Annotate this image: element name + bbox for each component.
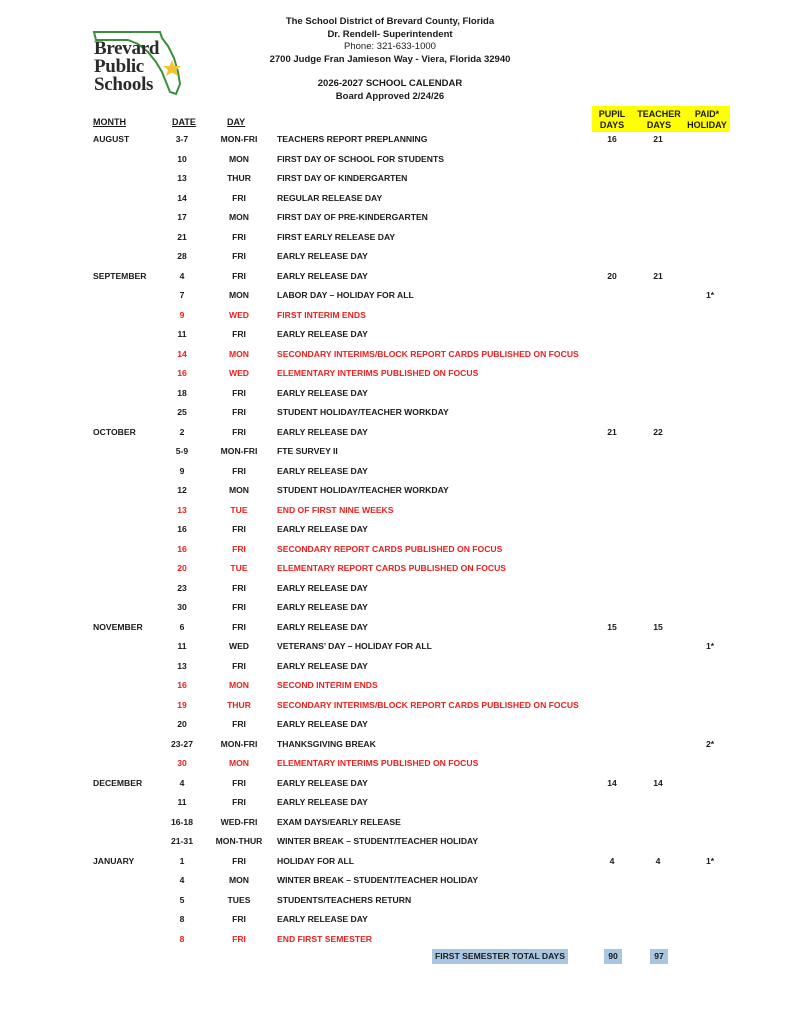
calendar-row (0, 520, 791, 540)
cell-date: 7 (179, 290, 185, 300)
calendar-row (0, 462, 791, 482)
cell-event: LABOR DAY – HOLIDAY FOR ALL (277, 290, 414, 300)
cell-day: MON-FRI (220, 738, 258, 749)
cell-date: 5-9 (175, 446, 189, 456)
calendar-row (0, 657, 791, 677)
cell-date: 16 (177, 680, 187, 690)
cell-date: 11 (177, 797, 187, 807)
cell-date: 21 (177, 231, 187, 242)
cell-paid: 1* (705, 641, 715, 651)
cell-day: FRI (232, 855, 246, 866)
cell-date: 16-18 (171, 816, 193, 827)
calendar-row (0, 637, 791, 657)
cell-day: FRI (232, 524, 246, 534)
address: 2700 Judge Fran Jamieson Way - Viera, Florida 32940 (269, 53, 511, 65)
column-teacher-line1: TEACHER (637, 109, 681, 119)
cell-event: ELEMENTARY REPORT CARDS PUBLISHED ON FOCUS (277, 563, 507, 573)
cell-event: EARLY RELEASE DAY (277, 329, 368, 339)
cell-event: STUDENT HOLIDAY/TEACHER WORKDAY (277, 407, 449, 417)
cell-event: EARLY RELEASE DAY (277, 426, 368, 437)
cell-event: SECONDARY REPORT CARDS PUBLISHED ON FOCUS (277, 543, 503, 554)
calendar-row (0, 540, 791, 560)
column-pupil-line2: DAYS (599, 120, 625, 130)
cell-date: 10 (177, 153, 187, 164)
column-teacher-line2: DAYS (646, 120, 672, 130)
cell-date: 16 (177, 524, 187, 534)
cell-day: FRI (232, 914, 246, 924)
calendar-row (0, 676, 791, 696)
cell-event: HOLIDAY FOR ALL (277, 855, 355, 866)
calendar-row (0, 247, 791, 267)
column-teacher-days (636, 109, 682, 131)
logo-text-schools: Schools (94, 74, 154, 95)
cell-event: EARLY RELEASE DAY (277, 582, 368, 593)
phone: Phone: 321-633-1000 (344, 41, 436, 52)
cell-event: EARLY RELEASE DAY (277, 465, 368, 476)
cell-month: DECEMBER (93, 777, 143, 788)
cell-date: 17 (177, 212, 187, 222)
cell-date: 20 (177, 719, 187, 729)
calendar-row (0, 189, 791, 209)
semester-total-label: FIRST SEMESTER TOTAL DAYS (432, 949, 568, 964)
cell-day: WED (228, 641, 250, 651)
cell-pupil: 21 (607, 426, 617, 437)
cell-pupil: 15 (607, 621, 617, 632)
cell-date: 14 (177, 348, 187, 359)
cell-day: TUES (227, 894, 251, 905)
cell-event: FTE SURVEY II (277, 446, 338, 456)
cell-event: STUDENT HOLIDAY/TEACHER WORKDAY (277, 485, 449, 495)
approval-date: Board Approved 2/24/26 (335, 90, 445, 102)
cell-day: FRI (232, 933, 246, 944)
cell-event: FIRST EARLY RELEASE DAY (277, 231, 396, 242)
cell-day: MON-THUR (215, 836, 263, 846)
calendar-row (0, 423, 791, 443)
cell-event: EARLY RELEASE DAY (277, 777, 368, 788)
cell-day: FRI (232, 582, 246, 593)
cell-day: MON (228, 153, 250, 164)
cell-event: EXAM DAYS/EARLY RELEASE (277, 816, 401, 827)
cell-date: 20 (177, 563, 187, 573)
cell-day: MON (228, 758, 250, 768)
calendar-row (0, 813, 791, 833)
cell-paid: 1* (705, 855, 715, 866)
cell-date: 23-27 (171, 738, 193, 749)
cell-event: EARLY RELEASE DAY (277, 621, 368, 632)
calendar-row (0, 306, 791, 326)
cell-event: FIRST INTERIM ENDS (277, 309, 366, 320)
semester-total-teacher: 97 (650, 949, 668, 964)
cell-day: FRI (232, 407, 246, 417)
cell-event: SECOND INTERIM ENDS (277, 680, 378, 690)
cell-event: ELEMENTARY INTERIMS PUBLISHED ON FOCUS (277, 758, 479, 768)
calendar-row (0, 696, 791, 716)
calendar-row (0, 286, 791, 306)
cell-event: SECONDARY INTERIMS/BLOCK REPORT CARDS PUBLISHED ON FOCUS (277, 348, 579, 359)
cell-day: FRI (232, 543, 246, 554)
cell-event: EARLY RELEASE DAY (277, 719, 368, 729)
district-header (230, 16, 550, 66)
cell-date: 2 (179, 426, 185, 437)
cell-day: TUE (230, 504, 248, 515)
calendar-row (0, 598, 791, 618)
cell-day: FRI (232, 797, 246, 807)
cell-date: 6 (179, 621, 185, 632)
cell-day: MON (228, 212, 250, 222)
district-name: The School District of Brevard County, Florida (285, 16, 495, 27)
column-pupil-line1: PUPIL (598, 109, 626, 119)
cell-date: 16 (177, 543, 187, 554)
cell-event: WINTER BREAK – STUDENT/TEACHER HOLIDAY (277, 836, 479, 846)
calendar-row (0, 930, 791, 950)
calendar-row (0, 501, 791, 521)
cell-day: MON (228, 290, 250, 300)
cell-event: EARLY RELEASE DAY (277, 251, 368, 261)
cell-date: 13 (177, 660, 187, 671)
cell-day: FRI (232, 387, 246, 398)
district-logo (88, 28, 188, 98)
calendar-row (0, 715, 791, 735)
calendar-row (0, 832, 791, 852)
calendar-row (0, 267, 791, 287)
calendar-row (0, 754, 791, 774)
calendar-row (0, 442, 791, 462)
column-month: MONTH (93, 117, 126, 127)
cell-event: TEACHERS REPORT PREPLANNING (277, 134, 428, 144)
cell-teacher: 14 (653, 777, 663, 788)
cell-date: 8 (179, 914, 185, 924)
cell-event: STUDENTS/TEACHERS RETURN (277, 894, 412, 905)
calendar-row (0, 559, 791, 579)
calendar-row (0, 364, 791, 384)
cell-date: 23 (177, 582, 187, 593)
calendar-row (0, 774, 791, 794)
cell-day: MON (228, 485, 250, 495)
cell-month: JANUARY (93, 855, 135, 866)
cell-date: 25 (177, 407, 187, 417)
cell-date: 13 (177, 504, 187, 515)
cell-date: 4 (179, 875, 185, 885)
cell-day: THUR (227, 173, 251, 183)
cell-teacher: 21 (653, 134, 663, 144)
calendar-row (0, 403, 791, 423)
calendar-title: 2026-2027 SCHOOL CALENDAR (317, 78, 463, 89)
cell-date: 11 (177, 329, 187, 339)
cell-teacher: 4 (655, 855, 661, 866)
calendar-row (0, 325, 791, 345)
cell-date: 9 (179, 309, 185, 320)
column-paid-holiday (684, 109, 730, 131)
calendar-row (0, 169, 791, 189)
cell-date: 1 (179, 855, 185, 866)
cell-date: 11 (177, 641, 187, 651)
cell-event: WINTER BREAK – STUDENT/TEACHER HOLIDAY (277, 875, 479, 885)
cell-event: REGULAR RELEASE DAY (277, 192, 383, 203)
cell-pupil: 14 (607, 777, 617, 788)
calendar-row (0, 852, 791, 872)
cell-date: 4 (179, 777, 185, 788)
cell-event: EARLY RELEASE DAY (277, 524, 368, 534)
cell-teacher: 22 (653, 426, 663, 437)
logo-text-brevard: Brevard (94, 38, 160, 59)
column-paid-line1: PAID* (694, 109, 720, 119)
cell-date: 13 (177, 173, 187, 183)
cell-day: MON (228, 348, 250, 359)
cell-day: MON (228, 875, 250, 885)
cell-date: 30 (177, 758, 187, 768)
column-date: DATE (172, 117, 196, 127)
cell-day: WED (228, 368, 250, 378)
cell-event: EARLY RELEASE DAY (277, 387, 368, 398)
cell-pupil: 4 (609, 855, 615, 866)
cell-day: FRI (232, 192, 246, 203)
cell-event: VETERANS’ DAY – HOLIDAY FOR ALL (277, 641, 432, 651)
cell-event: EARLY RELEASE DAY (277, 797, 368, 807)
calendar-row (0, 871, 791, 891)
cell-date: 12 (177, 485, 187, 495)
cell-date: 16 (177, 368, 187, 378)
cell-date: 4 (179, 270, 185, 281)
cell-day: FRI (232, 777, 246, 788)
cell-paid: 2* (705, 738, 715, 749)
calendar-row (0, 208, 791, 228)
cell-date: 9 (179, 465, 185, 476)
cell-day: FRI (232, 251, 246, 261)
cell-paid: 1* (705, 290, 715, 300)
calendar-row (0, 150, 791, 170)
cell-month: NOVEMBER (93, 621, 143, 632)
cell-day: FRI (232, 621, 246, 632)
cell-day: MON-FRI (220, 134, 258, 144)
cell-month: OCTOBER (93, 426, 136, 437)
superintendent: Dr. Rendell- Superintendent (327, 28, 453, 40)
logo-text-public: Public (94, 56, 144, 77)
cell-date: 21-31 (171, 836, 193, 846)
column-day: DAY (227, 117, 246, 127)
calendar-row (0, 618, 791, 638)
calendar-row (0, 481, 791, 501)
cell-day: TUE (230, 563, 248, 573)
cell-event: ELEMENTARY INTERIMS PUBLISHED ON FOCUS (277, 368, 479, 378)
semester-total-pupil: 90 (604, 949, 622, 964)
calendar-row (0, 384, 791, 404)
cell-month: AUGUST (93, 134, 130, 144)
cell-date: 19 (177, 699, 187, 710)
cell-event: EARLY RELEASE DAY (277, 602, 368, 612)
cell-day: FRI (232, 329, 246, 339)
cell-event: EARLY RELEASE DAY (277, 914, 368, 924)
cell-date: 28 (177, 251, 187, 261)
cell-date: 30 (177, 602, 187, 612)
cell-day: FRI (232, 231, 246, 242)
cell-event: EARLY RELEASE DAY (277, 660, 368, 671)
cell-date: 18 (177, 387, 187, 398)
calendar-row (0, 345, 791, 365)
cell-date: 8 (179, 933, 185, 944)
calendar-row (0, 228, 791, 248)
cell-event: EARLY RELEASE DAY (277, 270, 368, 281)
cell-day: WED (228, 309, 250, 320)
calendar-row (0, 891, 791, 911)
cell-month: SEPTEMBER (93, 270, 147, 281)
column-paid-line2: HOLIDAY (687, 120, 727, 130)
cell-pupil: 16 (607, 134, 617, 144)
cell-event: FIRST DAY OF KINDERGARTEN (277, 173, 408, 183)
cell-day: FRI (232, 270, 246, 281)
calendar-row (0, 910, 791, 930)
cell-event: END OF FIRST NINE WEEKS (277, 504, 394, 515)
cell-day: THUR (227, 699, 251, 710)
calendar-row (0, 579, 791, 599)
cell-day: FRI (232, 602, 246, 612)
calendar-row (0, 130, 791, 150)
cell-event: THANKSGIVING BREAK (277, 738, 376, 749)
cell-event: FIRST DAY OF SCHOOL FOR STUDENTS (277, 153, 444, 164)
cell-day: MON (228, 680, 250, 690)
cell-day: FRI (232, 719, 246, 729)
cell-day: MON-FRI (220, 446, 258, 456)
column-pupil-days (594, 109, 630, 131)
cell-day: FRI (232, 426, 246, 437)
cell-event: END FIRST SEMESTER (277, 933, 373, 944)
cell-day: FRI (232, 465, 246, 476)
cell-day: FRI (232, 660, 246, 671)
cell-day: WED-FRI (220, 816, 258, 827)
cell-event: SECONDARY INTERIMS/BLOCK REPORT CARDS PUBLISHED ON FOCUS (277, 699, 579, 710)
cell-date: 3-7 (175, 134, 189, 144)
cell-teacher: 21 (653, 270, 663, 281)
cell-date: 5 (179, 894, 185, 905)
cell-teacher: 15 (653, 621, 663, 632)
cell-event: FIRST DAY OF PRE-KINDERGARTEN (277, 212, 428, 222)
calendar-row (0, 793, 791, 813)
cell-date: 14 (177, 192, 187, 203)
cell-pupil: 20 (607, 270, 617, 281)
calendar-header (230, 78, 550, 103)
calendar-row (0, 735, 791, 755)
